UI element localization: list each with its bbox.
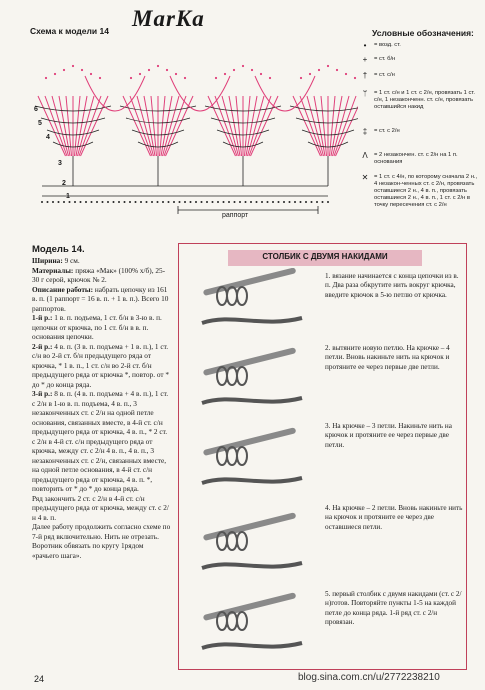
chain-stitch-dot (184, 201, 186, 203)
row-number: 6 (34, 106, 38, 113)
magazine-logo: MarKa (132, 6, 205, 31)
chain-stitch-dot (190, 201, 192, 203)
page-number: 24 (34, 674, 45, 684)
row-number: 5 (38, 120, 42, 127)
foundation-chain (41, 201, 329, 203)
chain-stitch-dot (69, 201, 71, 203)
chain-stitch-dot (96, 201, 98, 203)
single-crochet-symbol-icon: † (362, 71, 368, 80)
chain-stitch-dot (118, 201, 120, 203)
tutorial-title: СТОЛБИК С ДВУМЯ НАКИДАМИ (262, 252, 388, 261)
chain-stitch-dot (47, 201, 49, 203)
chain-stitch-dot (228, 201, 230, 203)
step-illustration (202, 268, 302, 323)
chain-arch (170, 76, 230, 111)
instruction-paragraph: 3-й р.: 8 в. п. (4 в. п. подъема + 4 в. п.), 1 ст. с 2/н в 1-ю в. п. подъема, 4 в. п., 3 незаконченных ст. с 2/н на одной петле основания, связанных вместе, в 4-й ст. с/н предыдущего ряда от крючка, 4 в. п., * 2 ст. с 2/н в 4-й ст. с/н предыдущего ряда от крючка, между ст. с 2/н 4 в. п., 4 в. п., 3 незаконченных ст. с 2/н, связанных вместе, на одной петле основания, в 4-й ст. с/н предыдущего ряда от крючка, 4 в. п. *, повторить от * до * до конца ряда. (32, 389, 169, 493)
row-number: 1 (66, 193, 70, 200)
fan-motifs (35, 65, 358, 186)
two-together-symbol-icon: Λ (362, 151, 368, 160)
chain-arch (85, 76, 145, 111)
double-crochet-symbol-icon: ‡ (362, 127, 368, 136)
tutorial-illustrations (192, 268, 320, 668)
chain-stitch-dot (272, 201, 274, 203)
instruction-paragraph: Материалы: пряжа «Мак» (100% х/б), 25-30 г серой, крючок № 2. (32, 265, 166, 284)
step-illustration (202, 512, 302, 568)
chain-stitch-dot (289, 201, 291, 203)
chain-stitch-dot (250, 201, 252, 203)
legend-item: Λ = 2 незакончен. ст. с 2/н на 1 п. основания (360, 152, 478, 166)
yarn-chain (202, 318, 302, 323)
chain-stitch-dot (327, 201, 329, 203)
chain-stitch-dot (162, 201, 164, 203)
instruction-paragraph: Описание работы: набрать цепочку из 161 в. п. (1 раппорт = 16 в. п. + 1 в. п.). Всего 10 раппортов. (32, 284, 169, 313)
tutorial-step: 5. первый столбик с двумя накидами (ст. с 2/н)готов. Повторяйте пункты 1-5 на каждой петле до конца ряда. 1-й ряд ст. с 2/н провязан. (325, 590, 462, 626)
chain-stitch-dot (157, 201, 159, 203)
tutorial-step: 3. На крючке – 3 петли. Накиньте нить на крючок и протяните ее через первые две петли. (325, 422, 452, 449)
instructions-text (32, 256, 172, 560)
chain-stitch-dot (124, 201, 126, 203)
chain-stitch-dot (300, 201, 302, 203)
instruction-paragraph: Ряд закончить 2 ст. с 2/н в 4-й ст. с/н предыдущего ряда от крючка, между ст. с 2/н 4 в. п. (32, 493, 169, 522)
chain-stitch-dot (239, 201, 241, 203)
chain-stitch-dot (140, 201, 142, 203)
legend-item: ✕ = 1 ст. с 4/н, по которому сначала 2 н., 4 незакон-ченных ст. с 2/н, провязать оставшиеся 2 н., 4 в. п., провязать оставшиеся 2 н., 4 в. п., 1 ст. с 2/н в точку пересечения ст. с 2/н (361, 173, 478, 208)
legend-item: • = возд. ст. (360, 42, 478, 49)
tutorial-step: 2. вытяните новую петлю. На крючке – 4 петли. Вновь накиньте нить на крючок и протяните ее через первые две петли. (325, 344, 450, 371)
yarn-chain (202, 643, 302, 648)
chain-stitch-dot (135, 201, 137, 203)
dot-symbol-icon: • (363, 41, 367, 50)
fan-motif (120, 65, 196, 186)
chain-stitch-dot (212, 201, 214, 203)
plus-symbol-icon: + (362, 55, 368, 64)
chain-stitch-dot (52, 201, 54, 203)
chain-stitch-dot (256, 201, 258, 203)
tutorial-step: 4. На крючке – 2 петли. Вновь накиньте нить на крючок и протяните ее через две оставшиеся петли. (325, 504, 463, 531)
chain-stitch-dot (41, 201, 43, 203)
chain-stitch-dot (201, 201, 203, 203)
chain-stitch-dot (63, 201, 65, 203)
fan-motif (205, 65, 281, 186)
instruction-paragraph: Ширина: 9 см. (32, 256, 80, 265)
chain-stitch-dot (91, 201, 93, 203)
chain-stitch-dot (129, 201, 131, 203)
chain-stitch-dot (168, 201, 170, 203)
chain-stitch-dot (179, 201, 181, 203)
source-watermark: blog.sina.com.cn/u/2772238210 (298, 672, 440, 683)
chain-arch (255, 76, 315, 111)
three-unfinished-symbol-icon: ᛘ (362, 89, 368, 98)
chain-stitch-dot (195, 201, 197, 203)
chain-stitch-dot (305, 201, 307, 203)
cross-stitch-symbol-icon: ✕ (361, 173, 369, 182)
legend-title: Условные обозначения: (372, 28, 474, 38)
tutorial-step: 1. вязание начинается с конца цепочки из в. п. Два раза обкрутите нить вокруг крючка, введите крючок в 5-ю петлю от крючка. (325, 272, 459, 299)
instruction-paragraph: Далее работу продолжить согласно схеме по 7-й ряд включительно. Нить не отрезать. (32, 522, 171, 541)
chain-stitch-dot (80, 201, 82, 203)
fan-motif (35, 65, 111, 186)
chain-stitch-dot (316, 201, 318, 203)
chart-title: Схема к модели 14 (30, 26, 109, 36)
chain-stitch-dot (234, 201, 236, 203)
chain-stitch-dot (278, 201, 280, 203)
chain-stitch-dot (146, 201, 148, 203)
chain-stitch-dot (322, 201, 324, 203)
chain-stitch-dot (245, 201, 247, 203)
chain-stitch-dot (294, 201, 296, 203)
chain-stitch-dot (102, 201, 104, 203)
yarn-chain (202, 398, 302, 403)
step-illustration (202, 427, 302, 483)
chain-stitch-dot (283, 201, 285, 203)
instruction-paragraph: 2-й р.: 4 в. п. (3 в. п. подъема + 1 в. п.), 1 ст. с/н во 2-й ст. б/н предыдущего ряда от крючка, * 1 в. п., 1 ст. с/н во 2-й ст. б/н предыдущего ряда от крючка *, повтор. от * до * до конца ряда. (32, 341, 170, 389)
chain-stitch-dot (58, 201, 60, 203)
legend-item: ‡ = ст. с 2/н (360, 128, 478, 135)
chain-stitch-dot (151, 201, 153, 203)
yarn-chain (202, 478, 302, 483)
row-number: 2 (62, 180, 66, 187)
chain-stitch-dot (217, 201, 219, 203)
chain-stitch-dot (113, 201, 115, 203)
instruction-paragraph: 1-й р.: 1 в. п. подъема, 1 ст. б/н в 3-ю в. п. цепочки от крючка, по 1 ст. б/н в в. п. основания цепочки. (32, 313, 162, 341)
chain-stitch-dot (223, 201, 225, 203)
chain-stitch-dot (206, 201, 208, 203)
row-number: 4 (46, 134, 50, 141)
chain-stitch-dot (261, 201, 263, 203)
legend-item: ᛘ = 1 ст. с/н и 1 ст. с 2/н, провязать 1 ст. с/н, 1 незаконченн. ст. с/н, провязать оставшийся накид (360, 90, 478, 111)
chain-stitch-dot (173, 201, 175, 203)
legend-item: + = ст. б/н (360, 56, 478, 63)
crochet-chart (28, 36, 358, 236)
chain-stitch-dot (107, 201, 109, 203)
legend-item: † = ст. с/н (360, 72, 478, 79)
rapport-label: раппорт (222, 212, 249, 219)
chain-stitch-dot (267, 201, 269, 203)
instruction-paragraph: Воротник обвязать по кругу 1рядом «рачьего шага». (32, 541, 144, 560)
chain-stitch-dot (311, 201, 313, 203)
step-illustration (202, 592, 302, 648)
fan-motif (290, 65, 358, 186)
chain-stitch-dot (74, 201, 76, 203)
step-illustration (202, 347, 302, 403)
chain-stitch-dot (85, 201, 87, 203)
model-title: Модель 14. (32, 244, 85, 255)
yarn-chain (202, 563, 302, 568)
row-number: 3 (58, 160, 62, 167)
